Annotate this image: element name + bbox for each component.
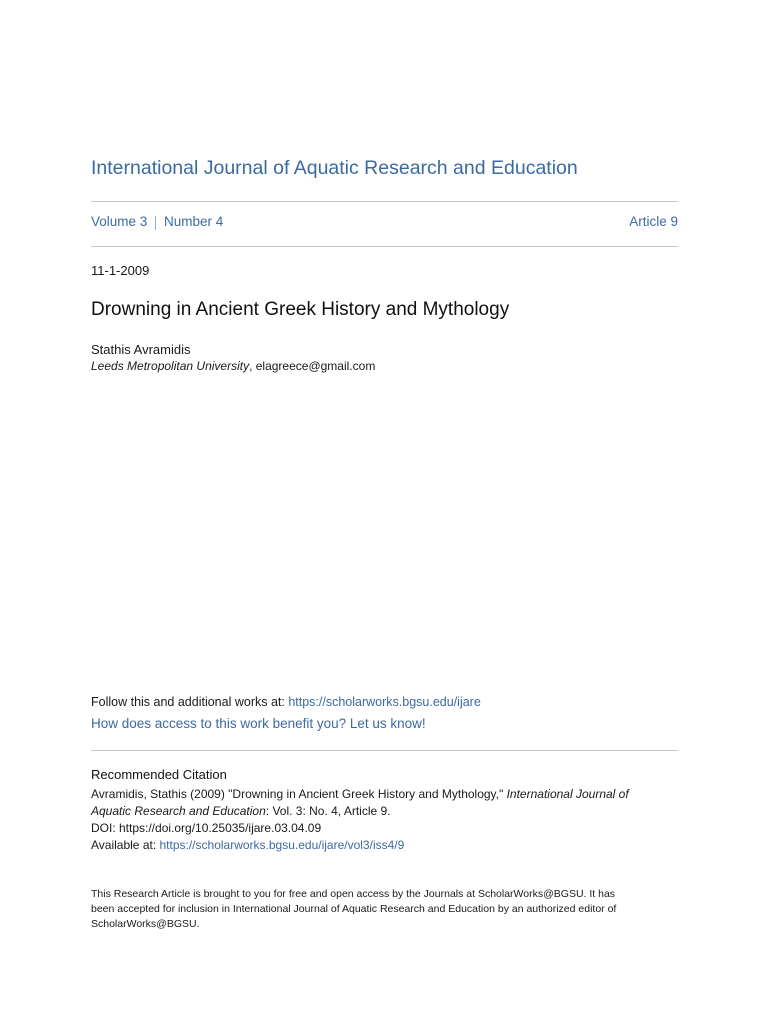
citation-journal-part2: Aquatic Research and Education xyxy=(91,804,266,818)
citation-doi: DOI: https://doi.org/10.25035/ijare.03.04.09 xyxy=(91,821,322,835)
cover-page xyxy=(91,0,678,1024)
citation-line-1 xyxy=(91,786,678,803)
author-email: , elagreece@gmail.com xyxy=(249,359,376,373)
author-name: Stathis Avramidis xyxy=(91,342,191,357)
author-affiliation xyxy=(91,359,375,373)
citation-journal-part1: International Journal of xyxy=(506,787,629,801)
affiliation-name: Leeds Metropolitan University xyxy=(91,359,250,373)
available-url-link[interactable]: https://scholarworks.bgsu.edu/ijare/vol3/iss4/9 xyxy=(159,838,405,852)
citation-authors-title: Avramidis, Stathis (2009) "Drowning in Ancient Greek History and Mythology," xyxy=(91,787,507,801)
available-prefix: Available at: xyxy=(91,838,160,852)
journal-title-link[interactable]: International Journal of Aquatic Research and Education xyxy=(91,157,578,179)
divider-top xyxy=(91,201,678,202)
divider-citation xyxy=(91,750,678,751)
number-link[interactable]: Number 4 xyxy=(164,214,224,229)
publication-date: 11-1-2009 xyxy=(91,263,150,278)
divider-issue xyxy=(91,246,678,247)
follow-url-link[interactable]: https://scholarworks.bgsu.edu/ijare xyxy=(288,695,481,709)
article-link[interactable]: Article 9 xyxy=(629,214,678,229)
citation-heading: Recommended Citation xyxy=(91,767,227,782)
article-title: Drowning in Ancient Greek History and Mythology xyxy=(91,299,510,320)
footer-line-3: ScholarWorks@BGSU. xyxy=(91,918,200,930)
follow-line xyxy=(91,695,481,709)
issue-separator xyxy=(155,216,156,230)
access-feedback-link[interactable]: How does access to this work benefit you? Let us know! xyxy=(91,716,426,731)
footer-line-1: This Research Article is brought to you for free and open access by the Journals at ScholarWorks@BGSU. It has xyxy=(91,888,616,900)
follow-prefix: Follow this and additional works at: xyxy=(91,695,289,709)
citation-volume-info: : Vol. 3: No. 4, Article 9. xyxy=(265,804,391,818)
citation-available xyxy=(91,837,678,854)
citation-block xyxy=(91,786,678,854)
citation-line-2 xyxy=(91,803,678,820)
footer-line-2: been accepted for inclusion in International Journal of Aquatic Research and Education by an authorized editor of xyxy=(91,903,617,915)
footer-note xyxy=(91,887,678,932)
volume-link[interactable]: Volume 3 xyxy=(91,214,148,229)
